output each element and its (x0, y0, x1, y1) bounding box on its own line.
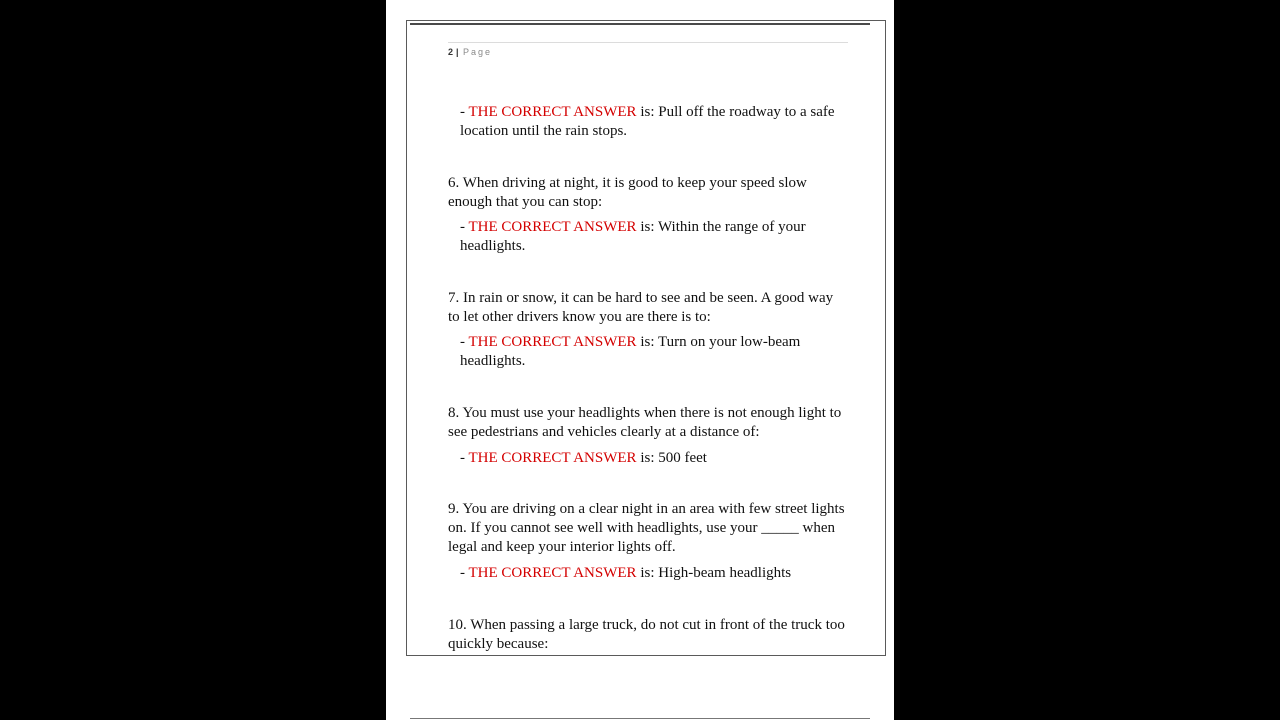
document-page (386, 0, 894, 720)
question-9: 9. You are driving on a clear night in an area with few street lights on. If you cannot see well with headlights, use your _____ when legal and keep your interior lights off. (448, 501, 845, 555)
bottom-rule (410, 718, 870, 719)
correct-answer-label: THE CORRECT ANSWER (468, 565, 637, 581)
correct-answer-label: THE CORRECT ANSWER (468, 450, 637, 466)
answer-prefix: - (460, 104, 469, 120)
answer-text: is: High-beam headlights (636, 565, 792, 581)
question-6: 6. When driving at night, it is good to keep your speed slow enough that you can stop: (448, 175, 807, 210)
answer-8 (448, 449, 860, 468)
question-10: 10. When passing a large truck, do not cut in front of the truck too quickly because: (448, 617, 845, 652)
answer-text: is: Within the range of your headlights. (460, 219, 806, 254)
answer-prefix: - (460, 450, 469, 466)
correct-answer-label: THE CORRECT ANSWER (468, 334, 637, 350)
answer-text: is: Turn on your low-beam headlights. (460, 334, 801, 369)
correct-answer-label: THE CORRECT ANSWER (468, 219, 637, 235)
answer-5 (448, 103, 860, 141)
answer-prefix: - (460, 219, 469, 235)
page-number: 2 (448, 47, 454, 57)
answer-9 (448, 564, 860, 583)
question-7: 7. In rain or snow, it can be hard to see and be seen. A good way to let other drivers know you are there is to: (448, 290, 834, 325)
header-separator: | (456, 47, 459, 57)
answer-prefix: - (460, 565, 469, 581)
page-label: Page (463, 47, 493, 57)
answer-6 (448, 218, 860, 256)
answer-7 (448, 333, 860, 371)
answer-text: is: 500 feet (636, 450, 707, 466)
correct-answer-label: THE CORRECT ANSWER (468, 104, 637, 120)
answer-text: is: Pull off the roadway to a safe location until the rain stops. (460, 104, 835, 139)
page-header (448, 42, 848, 65)
question-8: 8. You must use your headlights when there is not enough light to see pedestrians and vehicles clearly at a distance of: (448, 405, 842, 440)
answer-prefix: - (460, 334, 469, 350)
